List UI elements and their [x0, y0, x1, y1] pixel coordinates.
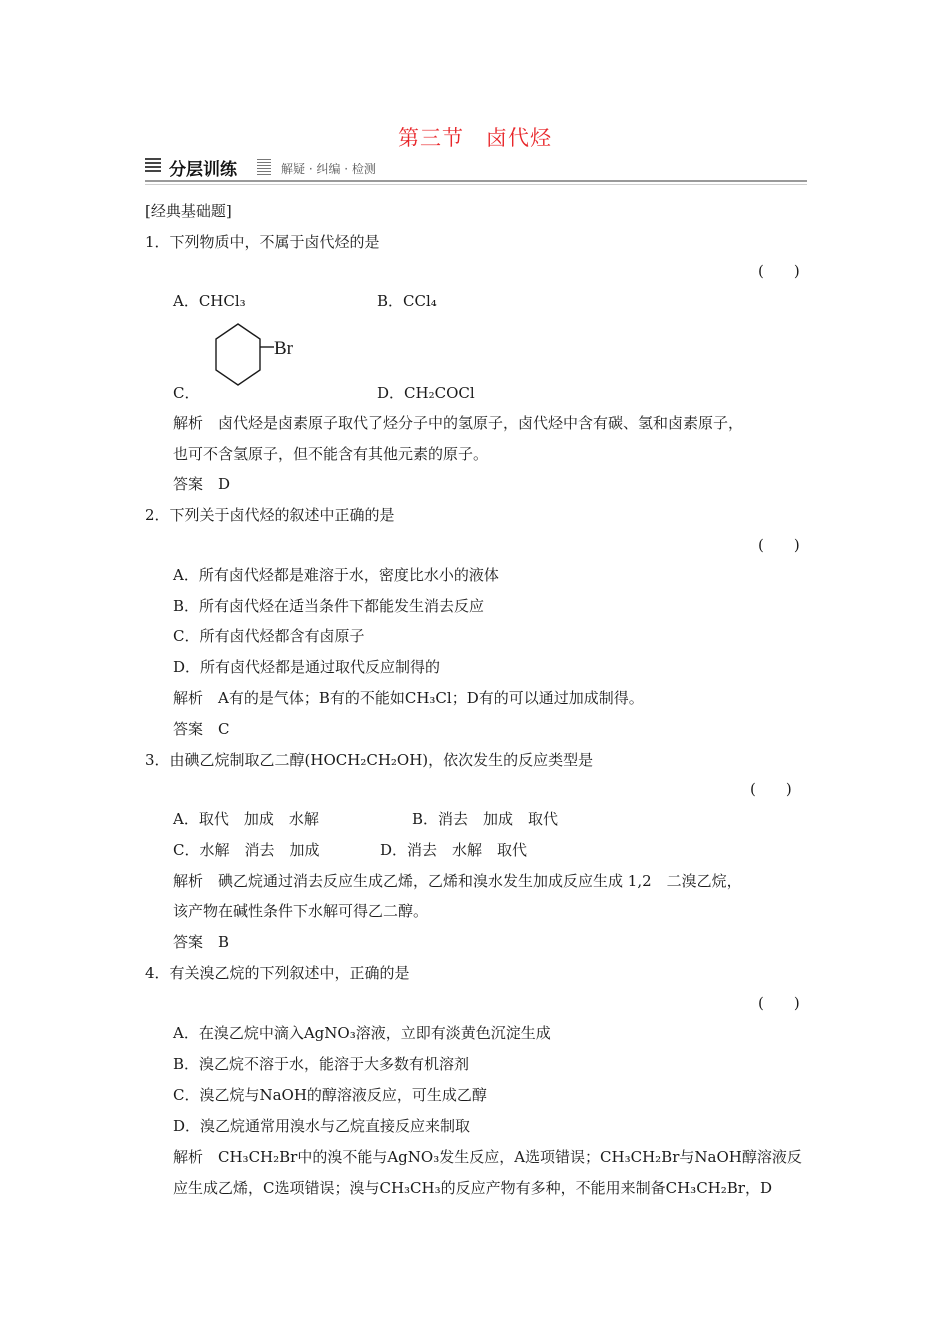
question-3-option-c: C．水解 消去 加成 — [173, 841, 320, 859]
gradient-icon — [257, 159, 271, 177]
question-4-option-c: C．溴乙烷与NaOH的醇溶液反应，可生成乙醇 — [173, 1086, 487, 1104]
question-3-option-b: B．消去 加成 取代 — [412, 810, 559, 828]
question-2-option-c: C．所有卤代烃都含有卤原子 — [173, 627, 365, 645]
question-1-stem: 1．下列物质中，不属于卤代烃的是 — [145, 233, 380, 251]
question-4-analysis-line-1: 解析 CH₃CH₂Br中的溴不能与AgNO₃发生反应，A选项错误；CH₃CH₂Br与NaOH醇溶液反 — [173, 1148, 802, 1166]
question-2-stem: 2．下列关于卤代烃的叙述中正确的是 — [145, 506, 395, 524]
question-2-option-b: B．所有卤代烃在适当条件下都能发生消去反应 — [173, 597, 485, 615]
section-label: 分层训练 — [169, 160, 237, 180]
question-4-option-d: D．溴乙烷通常用溴水与乙烷直接反应来制取 — [173, 1117, 471, 1135]
question-2-option-d: D．所有卤代烃都是通过取代反应制得的 — [173, 658, 441, 676]
question-1-option-a: A．CHCl₃ — [173, 292, 246, 310]
section-subtitle: 解疑 · 纠编 · 检测 — [281, 162, 376, 176]
question-3-answer: 答案 B — [173, 933, 230, 951]
question-3-analysis-line-1: 解析 碘乙烷通过消去反应生成乙烯，乙烯和溴水发生加成反应生成 1,2 二溴乙烷， — [173, 872, 742, 890]
question-4-paren: ( ) — [758, 994, 800, 1012]
question-1-option-d: D．CH₂COCl — [377, 384, 475, 402]
question-1-option-b: B．CCl₄ — [377, 292, 437, 310]
question-3-option-d: D．消去 水解 取代 — [380, 841, 528, 859]
stripes-icon — [145, 158, 161, 176]
bromine-label: Br — [274, 338, 293, 359]
question-3-paren: ( ) — [750, 780, 792, 798]
question-1-analysis-line-1: 解析 卤代烃是卤素原子取代了烃分子中的氢原子，卤代烃中含有碳、氢和卤素原子， — [173, 414, 744, 432]
category-label: [经典基础题] — [145, 202, 232, 220]
question-4-option-a: A．在溴乙烷中滴入AgNO₃溶液，立即有淡黄色沉淀生成 — [173, 1024, 551, 1042]
question-2-analysis: 解析 A有的是气体；B有的不能如CH₃Cl；D有的可以通过加成制得。 — [173, 689, 644, 707]
hexagon-ring — [216, 324, 260, 385]
question-1-analysis-line-2: 也可不含氢原子，但不能含有其他元素的原子。 — [173, 445, 489, 463]
section-header — [145, 156, 807, 182]
question-2-option-a: A．所有卤代烃都是难溶于水，密度比水小的液体 — [173, 566, 499, 584]
question-3-analysis-line-2: 该产物在碱性条件下水解可得乙二醇。 — [173, 902, 429, 920]
question-2-answer: 答案 C — [173, 720, 230, 738]
bromocyclohexane-structure — [198, 320, 304, 392]
question-4-stem: 4．有关溴乙烷的下列叙述中，正确的是 — [145, 964, 410, 982]
question-1-paren: ( ) — [758, 262, 800, 280]
page-title: 第三节 卤代烃 — [398, 126, 552, 150]
question-4-option-b: B．溴乙烷不溶于水，能溶于大多数有机溶剂 — [173, 1055, 470, 1073]
question-2-paren: ( ) — [758, 536, 800, 554]
question-1-option-c: C． — [173, 384, 200, 402]
question-3-option-a: A．取代 加成 水解 — [173, 810, 319, 828]
header-rule — [145, 180, 807, 182]
question-4-analysis-line-2: 应生成乙烯，C选项错误；溴与CH₃CH₃的反应产物有多种，不能用来制备CH₃CH₂Br，D — [173, 1179, 772, 1197]
question-3-stem: 3．由碘乙烷制取乙二醇(HOCH₂CH₂OH)，依次发生的反应类型是 — [145, 751, 594, 769]
header-rule-thin — [145, 184, 807, 185]
question-1-answer: 答案 D — [173, 475, 231, 493]
